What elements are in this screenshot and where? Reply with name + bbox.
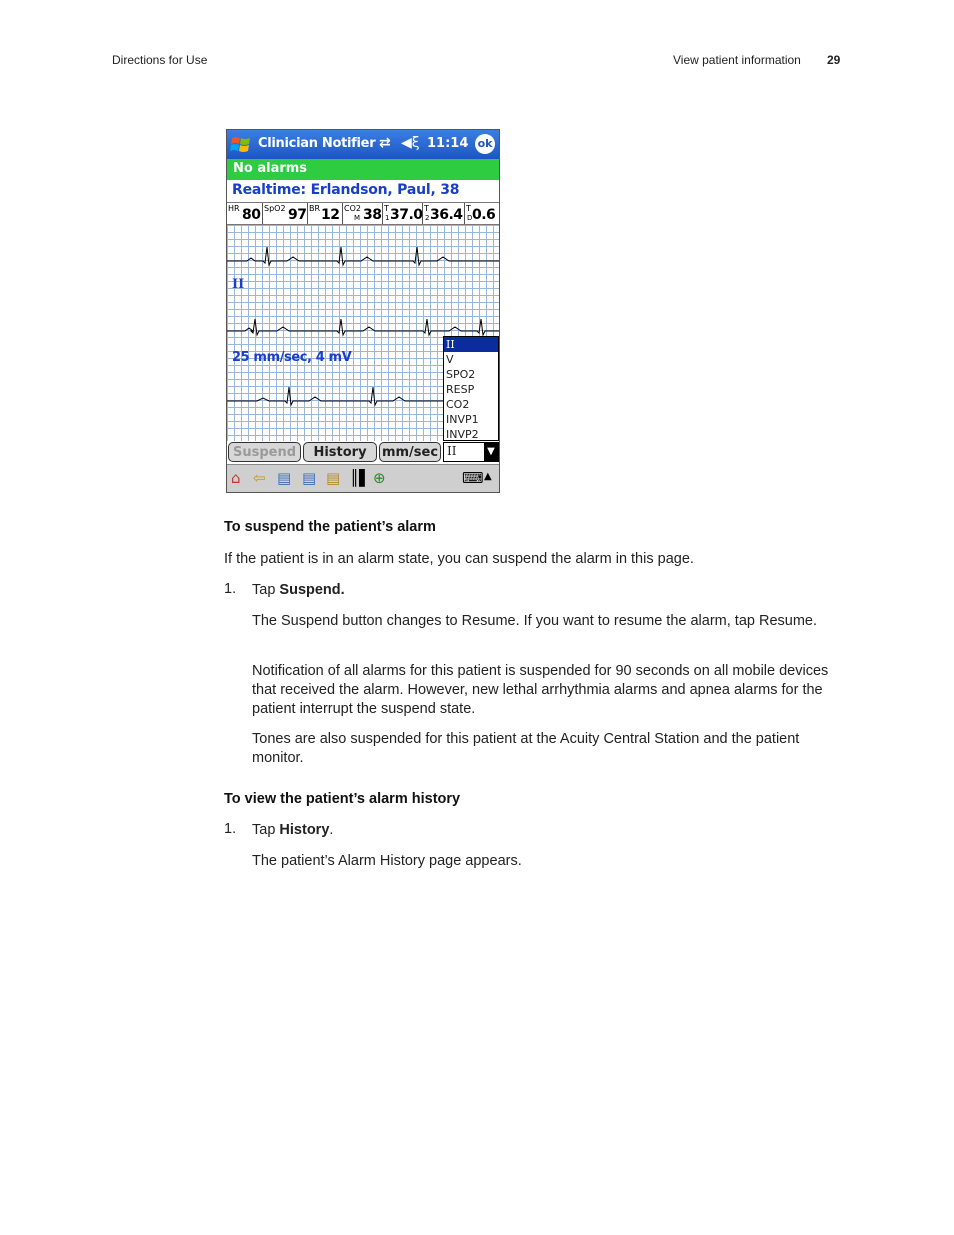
section-heading-suspend: To suspend the patient’s alarm <box>224 519 436 535</box>
vital-td <box>465 203 499 224</box>
lead-option[interactable]: RESP <box>446 383 475 396</box>
vital-t2-label: T <box>424 204 429 213</box>
lead-dropdown-list[interactable] <box>443 336 499 441</box>
lead-option[interactable]: SPO2 <box>446 368 476 381</box>
speed-button[interactable]: mm/sec <box>379 442 441 462</box>
vital-t2-sub: 2 <box>425 214 430 222</box>
alarm-status-bar <box>227 159 499 180</box>
lead-option[interactable]: V <box>446 353 454 366</box>
suspend-button[interactable]: Suspend <box>228 442 301 462</box>
vital-co2 <box>343 203 383 224</box>
paragraph-resume: The Suspend button changes to Resume. If you want to resume the alarm, tap Resume. <box>252 613 818 629</box>
notes-icon[interactable]: ▤ <box>326 469 341 487</box>
step1-text <box>252 581 345 600</box>
vital-br-label: BR <box>309 204 321 213</box>
page-number: 29 <box>827 53 841 67</box>
ok-button[interactable]: ok <box>475 134 495 154</box>
barcode-icon[interactable]: ║▌ <box>350 469 371 487</box>
speaker-icon[interactable]: ◀ξ <box>401 135 420 151</box>
lead-select[interactable] <box>443 442 499 462</box>
menu-bar <box>227 464 499 493</box>
step-number: 1. <box>224 821 237 837</box>
vital-td-value: 0.6 <box>472 207 496 223</box>
step2-text <box>252 821 333 840</box>
connectivity-icon[interactable]: ⇄ <box>379 135 391 151</box>
paragraph-notification: Notification of all alarms for this patient is suspended for 90 seconds on all mobile devices that received the alarm. However, new lethal arrhythmia alarms and apnea alarms for the patient interrupt the suspend state. <box>252 663 829 717</box>
vital-co2-value: 38 <box>363 207 382 223</box>
home-icon[interactable]: ⌂ <box>231 469 241 487</box>
ecg-trace-2 <box>227 319 499 335</box>
vital-hr <box>227 203 263 224</box>
vital-t2-value: 36.4 <box>430 207 463 223</box>
paragraph-tones: Tones are also suspended for this patient at the Acuity Central Station and the patient monitor. <box>252 731 800 766</box>
realtime-label: Realtime: Erlandson, Paul, 38 <box>232 182 460 198</box>
section-heading-history: To view the patient’s alarm history <box>224 791 461 807</box>
vital-br-value: 12 <box>321 207 340 223</box>
vital-spo2-value: 97 <box>288 207 307 223</box>
keyboard-icon[interactable]: ⌨ <box>462 469 484 487</box>
vital-t1 <box>383 203 423 224</box>
alarm-list-icon[interactable]: ▤ <box>302 469 317 487</box>
lead-option[interactable]: INVP2 <box>446 428 479 441</box>
vital-br <box>308 203 343 224</box>
step1-prefix: Tap <box>252 582 280 598</box>
paragraph-history-page: The patient’s Alarm History page appears. <box>252 853 522 869</box>
lead-option[interactable]: CO2 <box>446 398 470 411</box>
speed-label: 25 mm/sec, 4 mV <box>232 350 352 365</box>
realtime-patient-bar <box>227 180 499 203</box>
vital-td-label: T <box>466 204 471 213</box>
device-screenshot <box>226 129 500 493</box>
keyboard-menu-arrow-icon[interactable]: ▲ <box>484 471 492 482</box>
lead-label: II <box>232 277 245 292</box>
lead-select-value: II <box>447 444 457 458</box>
dropdown-arrow-icon[interactable]: ▼ <box>484 443 498 461</box>
download-icon[interactable]: ⊕ <box>373 469 386 487</box>
ecg-trace-1 <box>227 247 499 265</box>
step-number: 1. <box>224 581 237 597</box>
vital-td-sub: D <box>467 214 473 222</box>
back-arrow-icon[interactable]: ⇦ <box>253 469 266 487</box>
vital-t1-sub: 1 <box>385 214 390 222</box>
vital-hr-label: HR <box>228 204 240 213</box>
vitals-bar <box>227 203 499 225</box>
button-row <box>227 441 499 463</box>
vital-t1-value: 37.0 <box>390 207 423 223</box>
vital-spo2-label: SpO2 <box>264 204 286 213</box>
step1-bold: Suspend. <box>279 582 345 598</box>
step2-suffix: . <box>329 822 334 838</box>
history-button[interactable]: History <box>303 442 377 462</box>
windows-start-icon[interactable] <box>230 134 252 155</box>
step2-bold: History <box>279 822 330 838</box>
vital-hr-value: 80 <box>242 207 261 223</box>
vital-t1-label: T <box>384 204 389 213</box>
vital-t2 <box>423 203 465 224</box>
step2-prefix: Tap <box>252 822 280 838</box>
vital-spo2 <box>263 203 308 224</box>
running-header-right: View patient information <box>673 53 801 67</box>
lead-option[interactable]: INVP1 <box>446 413 479 426</box>
section1-intro: If the patient is in an alarm state, you can suspend the alarm in this page. <box>224 551 694 567</box>
lead-option[interactable]: II <box>444 337 498 352</box>
vital-co2-label: CO2 <box>344 204 361 213</box>
app-title: Clinician Notifier <box>258 136 376 151</box>
vital-co2-sub: M <box>354 214 361 222</box>
ecg-trace-3 <box>227 387 443 405</box>
title-bar <box>227 130 499 159</box>
clock[interactable]: 11:14 <box>427 136 469 151</box>
alarm-status-text: No alarms <box>233 161 308 176</box>
patient-list-icon[interactable]: ▤ <box>277 469 292 487</box>
running-header-left: Directions for Use <box>112 53 208 67</box>
